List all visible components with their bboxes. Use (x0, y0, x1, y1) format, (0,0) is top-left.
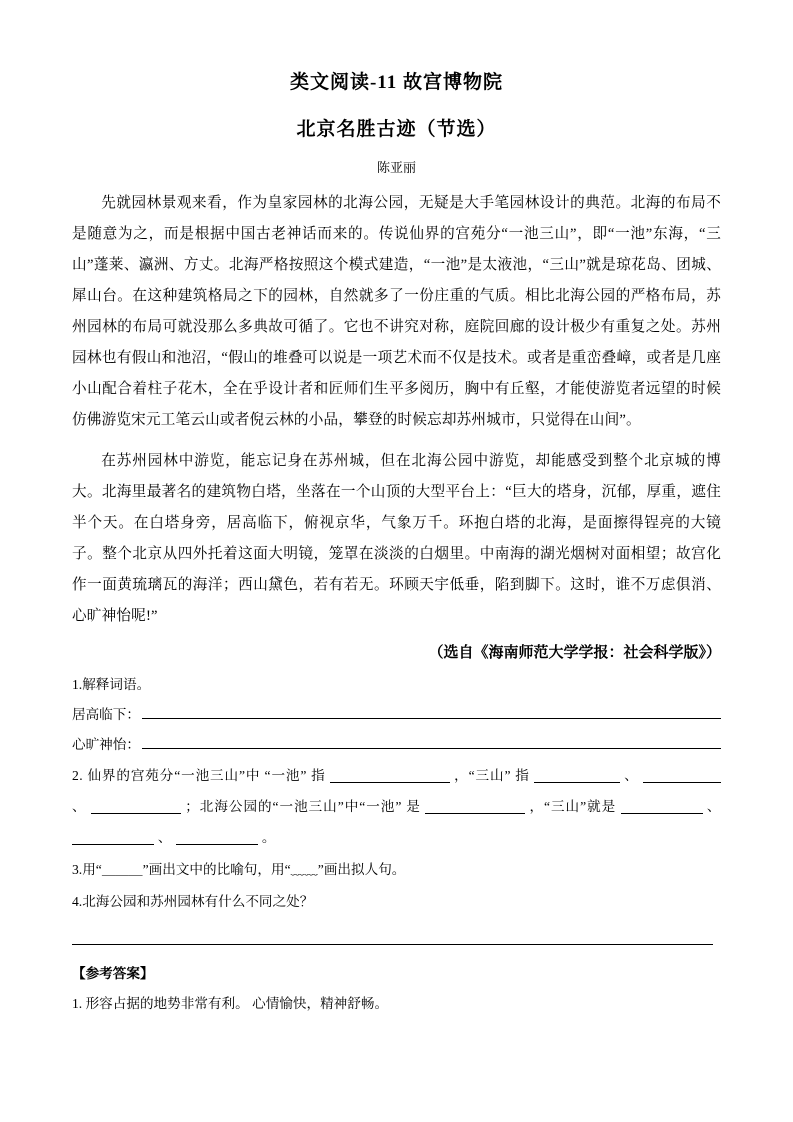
answer-blank-inline[interactable] (91, 797, 181, 814)
question-1-item-1-label: 居高临下： (72, 707, 140, 722)
article-paragraph-1: 先就园林景观来看，作为皇家园林的北海公园，无疑是大手笔园林设计的典范。北海的布局不是随意为之，而是根据中国古老神话而来的。传说仙界的宫苑分“一池三山”，即“一池”东海，“三山”蓬莱、瀛洲、方丈。北海严格按照这个模式建造，“一池”是太液池，“三山”就是琼花岛、团城、犀山台。在这种建筑格局之下的园林，自然就多了一份庄重的气质。相比北海公园的严格布局，苏州园林的布局可就没那么多典故可循了。它也不讲究对称，庭院回廊的设计极少有重复之处。苏州园林也有假山和池沼，“假山的堆叠可以说是一项艺术而不仅是技术。或者是重峦叠嶂，或者是几座小山配合着柱子花木，全在乎设计者和匠师们生平多阅历，胸中有丘壑，才能使游览者远望的时候仿佛游览宋元工笔云山或者倪云林的小品，攀登的时候忘却苏州城市，只觉得在山间”。 (72, 195, 721, 428)
question-2-text-1: 2. 仙界的宫苑分“一池三山”中 “一池” 指 (72, 768, 326, 783)
answer-blank-inline[interactable] (72, 828, 154, 845)
answer-blank-line[interactable] (72, 943, 713, 945)
question-1-item-1 (72, 700, 721, 730)
question-2-text-11: 。 (261, 830, 276, 845)
article-paragraph-2: 在苏州园林中游览，能忘记身在苏州城，但在北海公园中游览，却能感受到整个北京城的博大。北海里最著名的建筑物白塔，坐落在一个山顶的大型平台上：“巨大的塔身，沉郁，厚重，遮住半个天。在白塔身旁，居高临下，俯视京华，气象万千。环抱白塔的北海，是面擦得锃亮的大镜子。整个北京从四外托着这面大明镜，笼罩在淡淡的白烟里。中南海的湖光烟树对面相望；故宫化作一面黄琉璃瓦的海洋；西山黛色，若有若无。环顾天宇低垂，陷到脚下。这时，谁不万虑俱消、心旷神怡呢!” (72, 453, 721, 624)
question-2-text-5: 、 (72, 799, 87, 814)
question-3: 3.用“＿＿＿”画出文中的比喻句，用“﹏﹏”画出拟人句。 (72, 862, 406, 877)
question-2 (72, 760, 721, 853)
question-2-text-8: ，“三山”就是 (529, 799, 617, 814)
question-2-text-3: 指 (515, 768, 530, 783)
answer-blank-inline[interactable] (176, 828, 258, 845)
article-author: 陈亚丽 (376, 160, 416, 175)
answer-blank-line[interactable] (142, 700, 721, 719)
article-source: （选自《海南师范大学学报：社会科学版》） (428, 645, 721, 661)
answer-blank-inline[interactable] (534, 766, 620, 783)
question-2-text-2: ，“三山” (454, 768, 511, 783)
question-2-text-4: 、 (624, 768, 639, 783)
answer-blank-inline[interactable] (330, 766, 450, 783)
question-4: 4.北海公园和苏州园林有什么不同之处？ (72, 894, 314, 909)
question-2-text-9: 、 (706, 799, 721, 814)
answer-item-1: 1. 形容占据的地势非常有利。 心情愉快，精神舒畅。 (72, 996, 389, 1011)
question-1-title: 1.解释词语。 (72, 677, 151, 692)
page-title: 类文阅读-11 故宫博物院 (289, 72, 504, 93)
answer-blank-inline[interactable] (425, 797, 525, 814)
answer-blank-inline[interactable] (643, 766, 721, 783)
article-title: 北京名胜古迹（节选） (296, 119, 497, 140)
answer-blank-inline[interactable] (621, 797, 703, 814)
question-1-item-2 (72, 730, 721, 760)
question-2-text-10: 、 (157, 830, 172, 845)
question-2-text-6: ；北海公园的“一池三山”中“一池” (185, 799, 402, 814)
question-1-item-2-label: 心旷神怡： (72, 737, 140, 752)
answers-heading: 【参考答案】 (72, 966, 154, 981)
question-2-text-7: 是 (406, 799, 421, 814)
answer-blank-line[interactable] (142, 730, 721, 749)
